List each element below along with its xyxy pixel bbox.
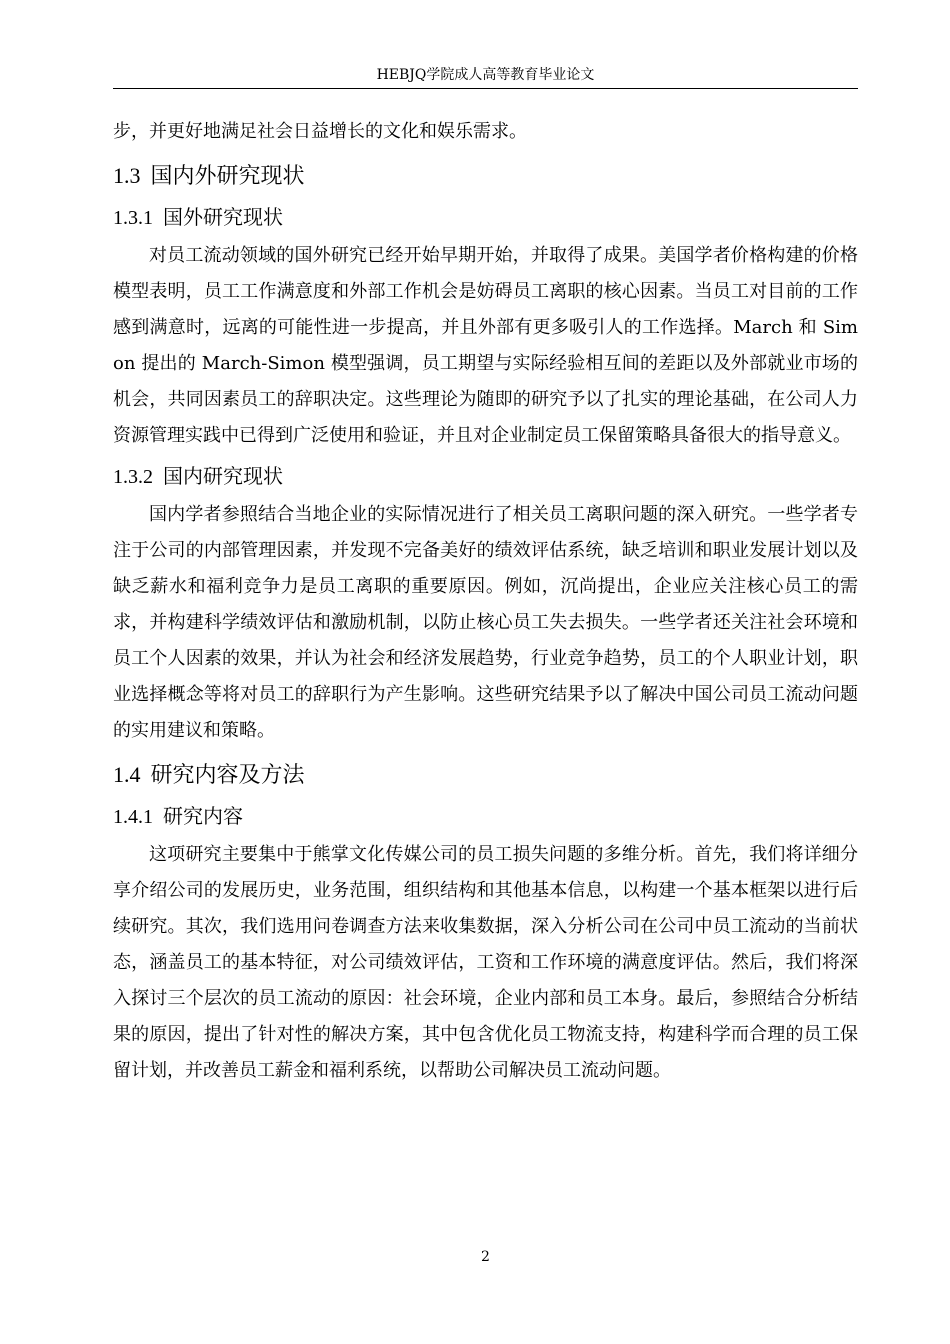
subsection-number: 1.4.1 [113, 806, 153, 828]
subsection-number: 1.3.1 [113, 207, 153, 229]
subsection-heading-1-3-2 [113, 458, 858, 495]
foreign-research-paragraph: 对员工流动领域的国外研究已经开始早期开始，并取得了成果。美国学者价格构建的价格模型表明，员工工作满意度和外部工作机会是妨碍员工离职的核心因素。当员工对目前的工作感到满意时，远离的可能性进一步提高，并且外部有更多吸引人的工作选择。March 和 Simon 提出的 March-Simon 模型强调，员工期望与实际经验相互间的差距以及外部就业市场的机会，共同因素员工的辞职决定。这些理论为随即的研究予以了扎实的理论基础，在公司人力资源管理实践中已得到广泛使用和验证，并且对企业制定员工保留策略具备很大的指导意义。 [113, 245, 858, 446]
subsection-title: 国外研究现状 [163, 205, 283, 229]
running-header: HEBJQ学院成人高等教育毕业论文 [376, 67, 595, 83]
subsection-heading-1-3-1 [113, 199, 858, 236]
section-heading-1-3 [113, 158, 858, 195]
subsection-number: 1.3.2 [113, 466, 153, 488]
section-title: 国内外研究现状 [150, 164, 305, 189]
section-title: 研究内容及方法 [150, 763, 305, 788]
research-content-paragraph: 这项研究主要集中于熊掌文化传媒公司的员工损失问题的多维分析。首先，我们将详细分享介绍公司的发展历史，业务范围，组织结构和其他基本信息，以构建一个基本框架以进行后续研究。其次，我们选用问卷调查方法来收集数据，深入分析公司在公司中员工流动的当前状态，涵盖员工的基本特征，对公司绩效评估，工资和工作环境的满意度评估。然后，我们将深入探讨三个层次的员工流动的原因：社会环境，企业内部和员工本身。最后，参照结合分析结果的原因，提出了针对性的解决方案，其中包含优化员工物流支持，构建科学而合理的员工保留计划，并改善员工薪金和福利系统，以帮助公司解决员工流动问题。 [113, 844, 858, 1081]
section-number: 1.3 [113, 163, 141, 188]
document-body [113, 114, 858, 1089]
continuation-paragraph: 步，并更好地满足社会日益增长的文化和娱乐需求。 [113, 121, 527, 142]
page-number: 2 [481, 1249, 490, 1265]
section-heading-1-4 [113, 757, 858, 794]
subsection-heading-1-4-1 [113, 798, 858, 835]
domestic-research-paragraph: 国内学者参照结合当地企业的实际情况进行了相关员工离职问题的深入研究。一些学者专注于公司的内部管理因素，并发现不完备美好的绩效评估系统，缺乏培训和职业发展计划以及缺乏薪水和福利竞争力是员工离职的重要原因。例如，沉尚提出，企业应关注核心员工的需求，并构建科学绩效评估和激励机制，以防止核心员工失去损失。一些学者还关注社会环境和员工个人因素的效果，并认为社会和经济发展趋势，行业竞争趋势，员工的个人职业计划，职业选择概念等将对员工的辞职行为产生影响。这些研究结果予以了解决中国公司员工流动问题的实用建议和策略。 [113, 504, 858, 741]
section-number: 1.4 [113, 762, 141, 787]
header-rule [113, 88, 858, 89]
subsection-title: 研究内容 [163, 804, 243, 828]
subsection-title: 国内研究现状 [163, 464, 283, 488]
